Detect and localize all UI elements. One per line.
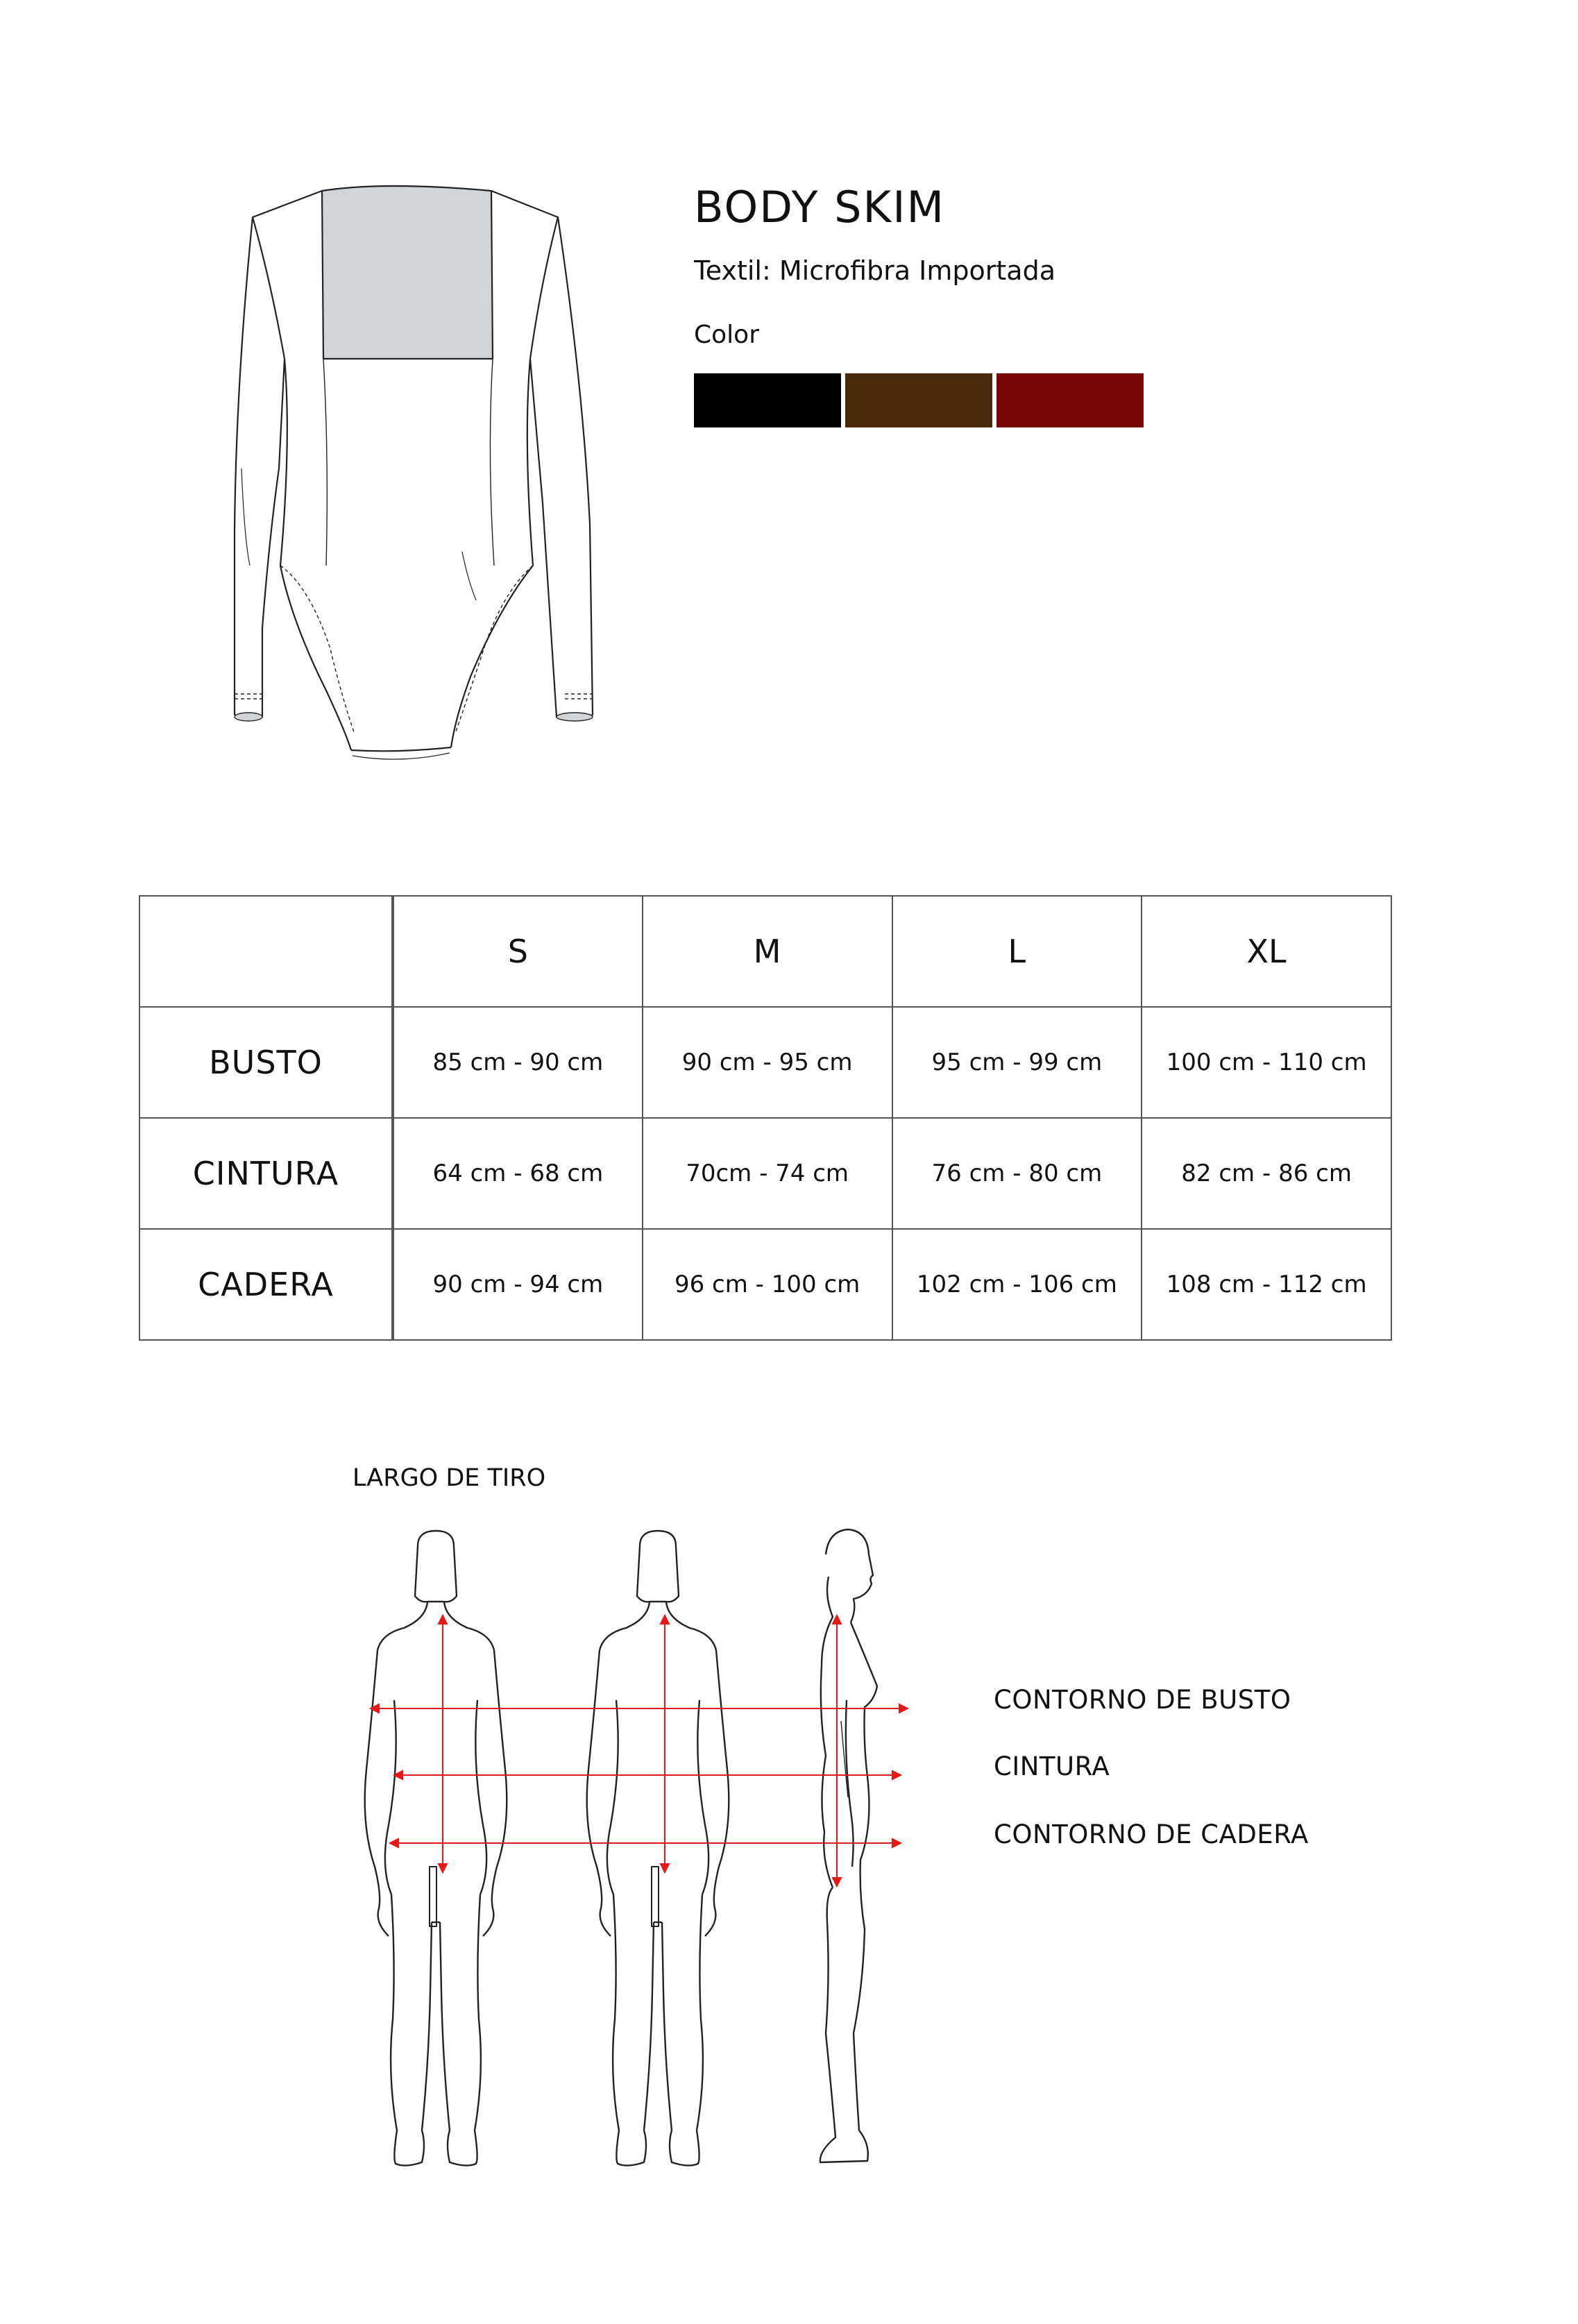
- size-header: XL: [1142, 896, 1391, 1007]
- table-cell: 90 cm - 95 cm: [643, 1007, 892, 1118]
- size-header-empty: [139, 896, 393, 1007]
- product-textile: Textil: Microfibra Importada: [694, 255, 1055, 286]
- bodysuit-illustration: [187, 177, 631, 788]
- color-swatches: [694, 373, 1144, 427]
- body-left: [280, 359, 351, 750]
- product-title: BODY SKIM: [694, 182, 945, 232]
- waist-arrow: [394, 1771, 901, 1779]
- row-label: BUSTO: [139, 1007, 393, 1118]
- figure-side: [820, 1529, 877, 2162]
- bust-arrow: [371, 1704, 908, 1713]
- size-header-row: [139, 896, 1391, 1007]
- largo-de-tiro-label: LARGO DE TIRO: [353, 1464, 546, 1492]
- row-label: CINTURA: [139, 1118, 393, 1229]
- size-header: S: [393, 896, 643, 1007]
- bust-measure-label: CONTORNO DE BUSTO: [994, 1685, 1291, 1715]
- table-cell: 85 cm - 90 cm: [393, 1007, 643, 1118]
- table-cell: 95 cm - 99 cm: [892, 1007, 1142, 1118]
- left-sleeve: [235, 191, 322, 719]
- table-cell: 90 cm - 94 cm: [393, 1229, 643, 1340]
- figure-back: [365, 1531, 507, 2166]
- size-table: [139, 895, 1392, 1341]
- table-cell: 82 cm - 86 cm: [1142, 1118, 1391, 1229]
- table-cell: 100 cm - 110 cm: [1142, 1007, 1391, 1118]
- table-cell: 108 cm - 112 cm: [1142, 1229, 1391, 1340]
- table-cell: 96 cm - 100 cm: [643, 1229, 892, 1340]
- neckline-panel: [322, 186, 493, 359]
- table-row-cadera: [139, 1229, 1391, 1340]
- row-label: CADERA: [139, 1229, 393, 1340]
- body-measurement-figures: [347, 1520, 944, 2186]
- table-cell: 70cm - 74 cm: [643, 1118, 892, 1229]
- hip-measure-label: CONTORNO DE CADERA: [994, 1820, 1309, 1849]
- table-cell: 64 cm - 68 cm: [393, 1118, 643, 1229]
- table-row-cintura: [139, 1118, 1391, 1229]
- color-label: Color: [694, 321, 759, 349]
- rise-arrow-side: [833, 1615, 841, 1886]
- table-cell: 76 cm - 80 cm: [892, 1118, 1142, 1229]
- color-swatch-red[interactable]: [996, 373, 1144, 427]
- rise-arrow-back: [439, 1615, 447, 1872]
- color-swatch-brown[interactable]: [845, 373, 992, 427]
- right-sleeve: [491, 191, 593, 719]
- table-row-busto: [139, 1007, 1391, 1118]
- color-swatch-black[interactable]: [694, 373, 841, 427]
- table-cell: 102 cm - 106 cm: [892, 1229, 1142, 1340]
- size-header: L: [892, 896, 1142, 1007]
- size-header: M: [643, 896, 892, 1007]
- waist-measure-label: CINTURA: [994, 1752, 1110, 1781]
- figure-front: [587, 1531, 729, 2166]
- rise-arrow-front: [661, 1615, 669, 1872]
- body-right: [451, 359, 533, 747]
